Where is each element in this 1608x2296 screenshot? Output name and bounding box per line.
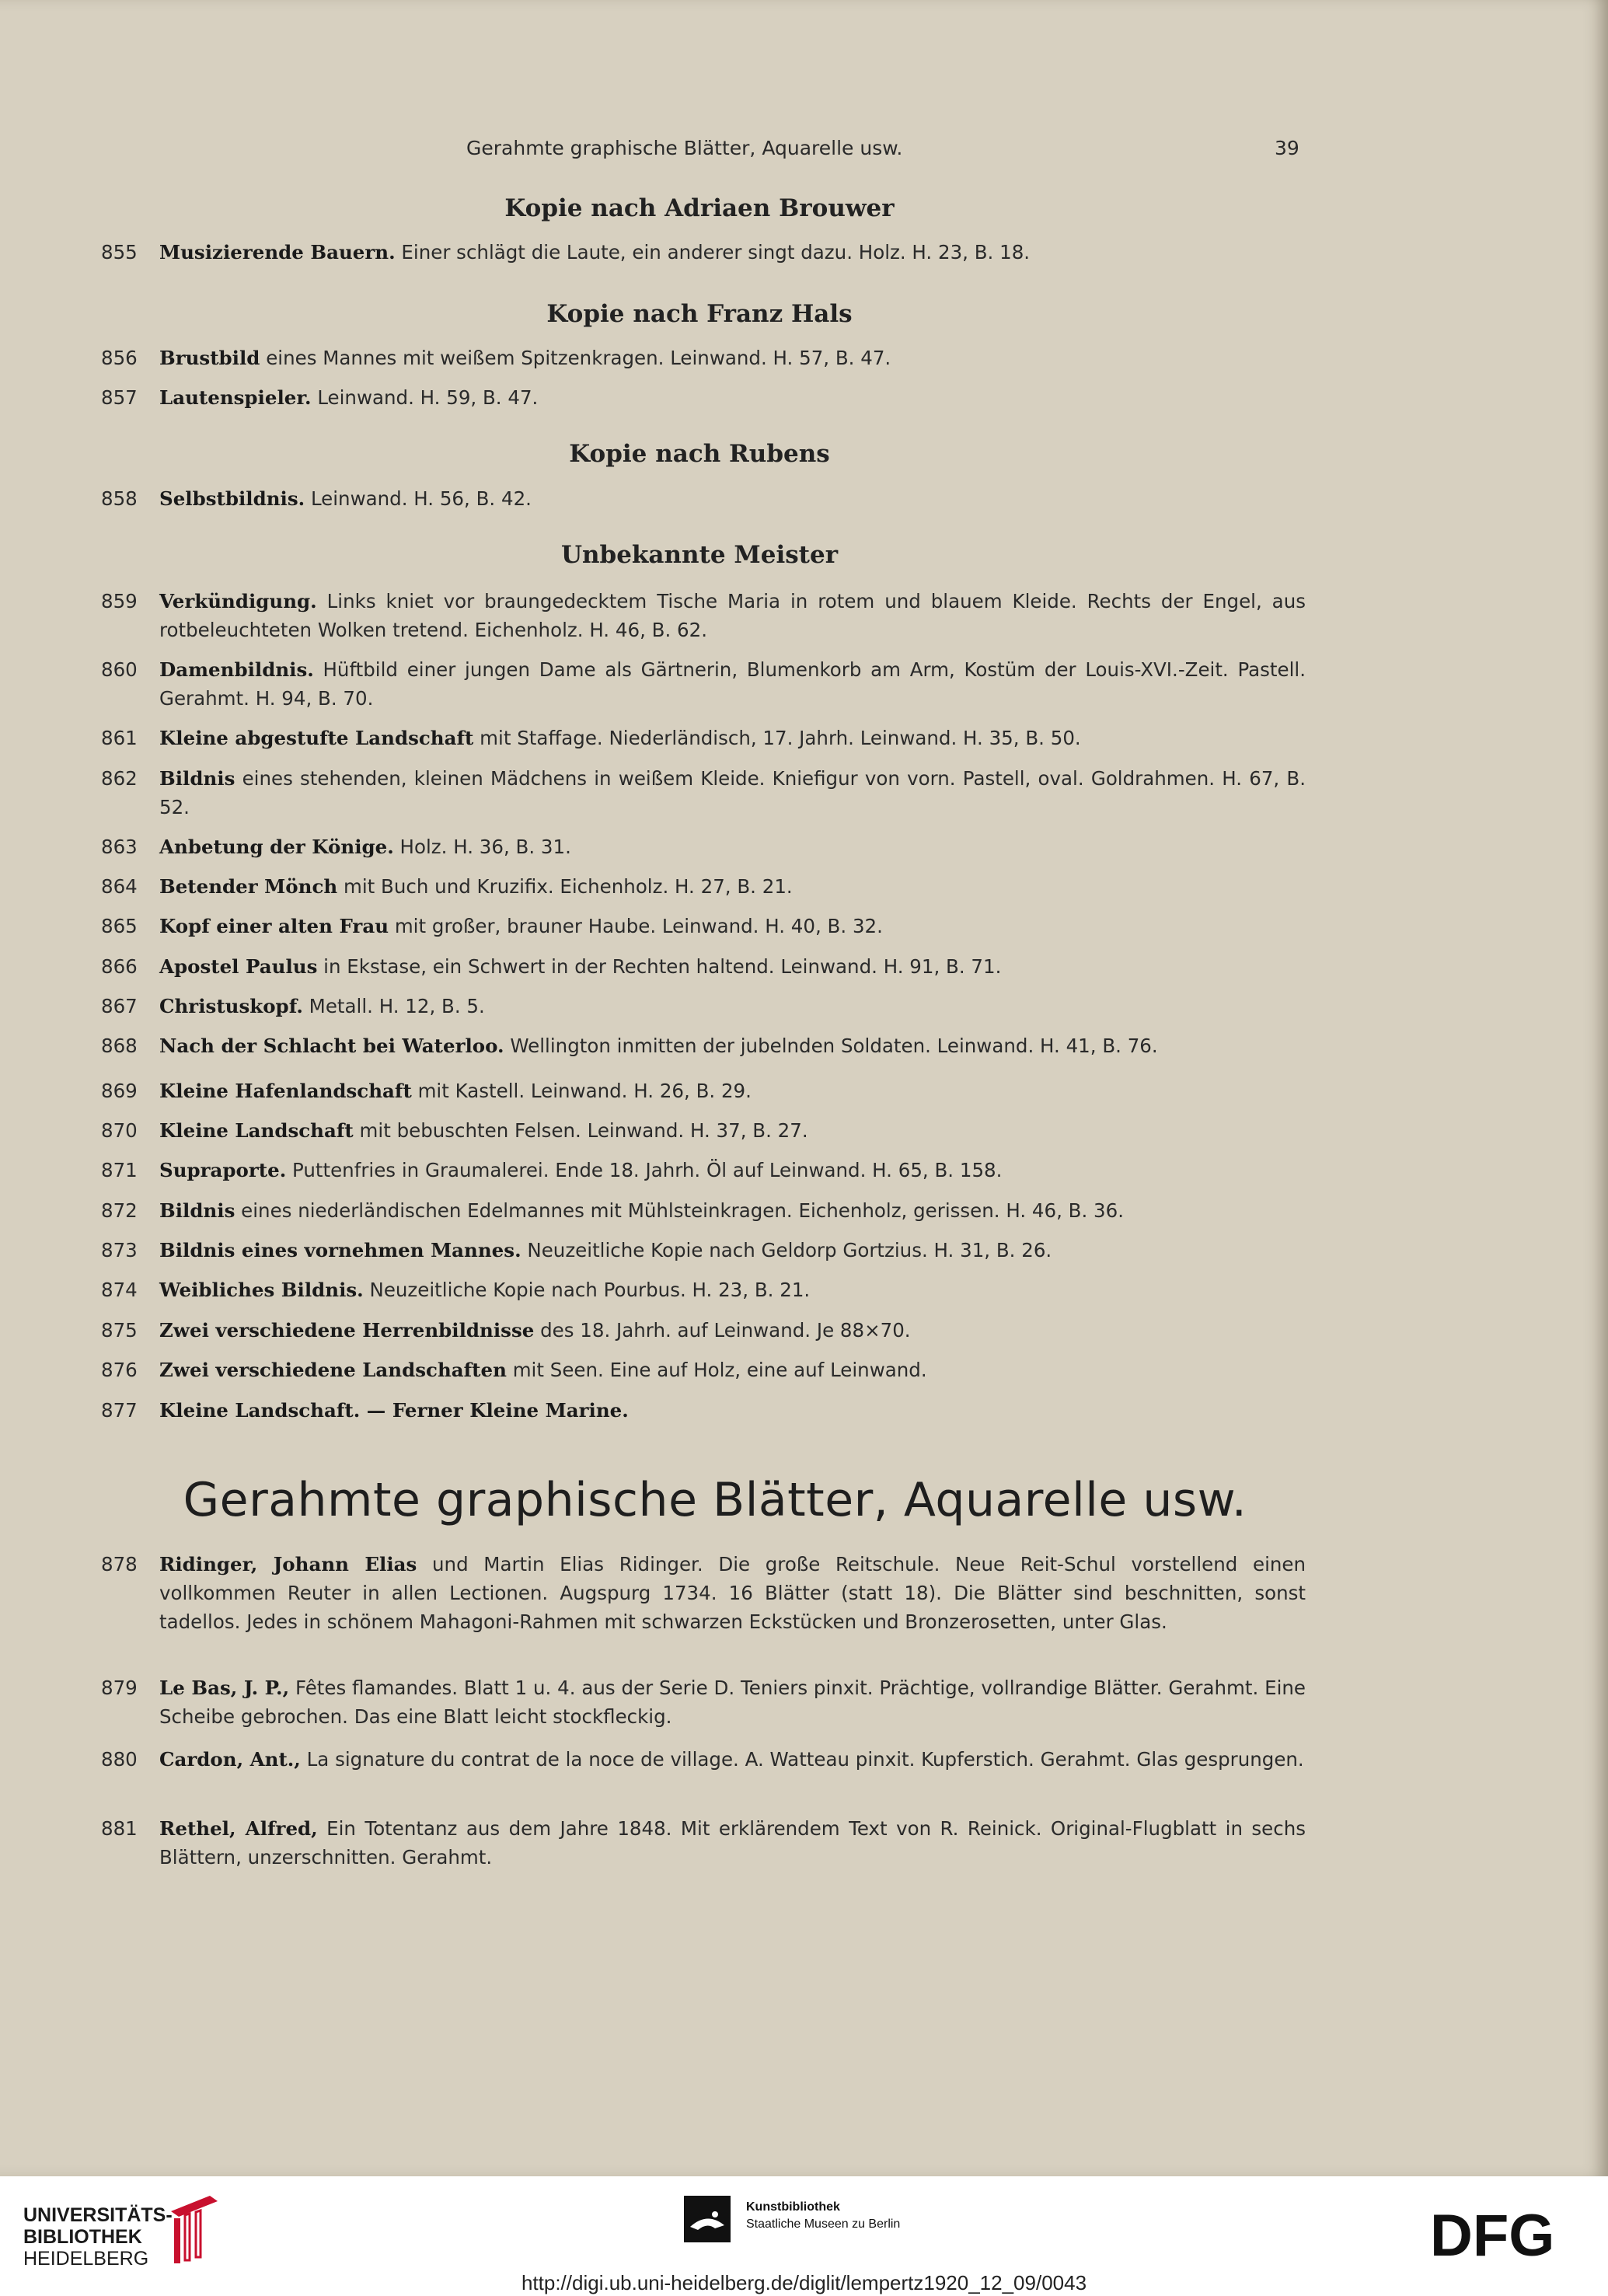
entry-number: 879 — [101, 1677, 138, 1699]
section-heading-unbekannte-meister: Unbekannte Meister — [560, 541, 839, 569]
catalog-entry — [101, 832, 1306, 861]
entry-number: 877 — [101, 1399, 138, 1422]
ub-logo-line: BIBLIOTHEK — [23, 2226, 142, 2248]
entry-title: Bildnis — [159, 767, 235, 790]
entry-title: Zwei verschiedene Landschaften — [159, 1359, 507, 1381]
entry-text: La signature du contrat de la noce de village. A. Watteau pinxit. Kupferstich. Gerahmt. Glas gesprungen. — [300, 1748, 1304, 1771]
catalog-entry — [101, 655, 1306, 713]
catalog-entry — [101, 1396, 1306, 1425]
entry-title: Brustbild — [159, 347, 260, 369]
source-url[interactable]: http://digi.ub.uni-heidelberg.de/diglit/lempertz1920_12_09/0043 — [521, 2271, 1087, 2294]
entry-text: Einer schlägt die Laute, ein anderer singt dazu. Holz. H. 23, B. 18. — [395, 241, 1031, 263]
entry-text: Fêtes flamandes. Blatt 1 u. 4. aus der Serie D. Teniers pinxit. Prächtige, vollrandige Blätter. Gerahmt. Eine Scheibe gebrochen. Das eine Blatt leicht stockfleckig. — [159, 1677, 1306, 1728]
catalog-entry — [101, 1814, 1306, 1872]
entry-text: mit Staffage. Niederländisch, 17. Jahrh. Leinwand. H. 35, B. 50. — [473, 727, 1081, 749]
entry-number: 867 — [101, 995, 138, 1017]
entry-text: Links kniet vor braungedecktem Tische Maria in rotem und blauem Kleide. Rechts der Engel, aus rotbeleuchteten Wolken tretend. Eichenholz. H. 46, B. 62. — [159, 590, 1306, 641]
entry-text: und Martin Elias Ridinger. Die große Reitschule. Neue Reit-Schul vorstellend einen vollkommen Reuter in allen Lectionen. Augspurg 1734. 16 Blätter (statt 18). Die Blätter sind beschnitten, sonst tadellos. Jedes in schönem Mahagoni-Rahmen mit schwarzen Eckstücken und Bronzerosetten, unter Glas. — [159, 1553, 1306, 1633]
entry-title: Kleine Hafenlandschaft — [159, 1080, 412, 1102]
entry-text: Leinwand. H. 59, B. 47. — [311, 386, 539, 409]
entry-text: eines Mannes mit weißem Spitzenkragen. Leinwand. H. 57, B. 47. — [260, 347, 891, 369]
entry-number: 866 — [101, 955, 138, 978]
catalog-entry — [101, 587, 1306, 644]
entry-number: 864 — [101, 875, 138, 898]
entry-number: 872 — [101, 1199, 138, 1222]
entry-text: Holz. H. 36, B. 31. — [393, 836, 571, 858]
ub-heidelberg-logo[interactable] — [23, 2192, 225, 2277]
entry-title: Cardon, Ant., — [159, 1748, 301, 1771]
running-title: Gerahmte graphische Blätter, Aquarelle usw. — [466, 137, 903, 159]
entry-number: 855 — [101, 241, 138, 263]
entry-title: Kleine Landschaft. — Ferner Kleine Marine. — [159, 1399, 629, 1422]
entry-title: Bildnis — [159, 1199, 235, 1222]
entry-title: Betender Mönch — [159, 875, 338, 898]
catalog-entry — [101, 1236, 1306, 1265]
entry-number: 856 — [101, 347, 138, 369]
entry-number: 878 — [101, 1553, 138, 1575]
entry-text: Neuzeitliche Kopie nach Pourbus. H. 23, B. 21. — [363, 1279, 811, 1301]
footer — [0, 2176, 1608, 2296]
entry-title: Verkündigung. — [159, 590, 317, 612]
entry-text: Neuzeitliche Kopie nach Geldorp Gortzius. H. 31, B. 26. — [521, 1239, 1052, 1261]
entry-title: Supraporte. — [159, 1159, 287, 1181]
entry-title: Kleine Landschaft — [159, 1119, 354, 1142]
entry-number: 860 — [101, 658, 138, 681]
catalog-entry — [101, 1196, 1306, 1225]
catalog-entry — [101, 1316, 1306, 1345]
entry-text: des 18. Jahrh. auf Leinwand. Je 88×70. — [534, 1319, 911, 1342]
catalog-entry — [101, 992, 1306, 1021]
ub-logo-line: UNIVERSITÄTS- — [23, 2204, 173, 2226]
entry-number: 862 — [101, 767, 138, 790]
eagle-icon — [684, 2196, 731, 2242]
catalog-entry — [101, 1076, 1306, 1105]
entry-number: 873 — [101, 1239, 138, 1261]
entry-text: Puttenfries in Graumalerei. Ende 18. Jahrh. Öl auf Leinwand. H. 65, B. 158. — [286, 1159, 1003, 1181]
entry-number: 861 — [101, 727, 138, 749]
entry-number: 863 — [101, 836, 138, 858]
page-number: 39 — [1275, 137, 1299, 159]
entry-text: mit großer, brauner Haube. Leinwand. H. 40, B. 32. — [389, 915, 883, 937]
entry-title: Selbstbildnis. — [159, 487, 305, 510]
catalog-entry — [101, 1673, 1306, 1731]
entry-title: Ridinger, Johann Elias — [159, 1553, 417, 1575]
entry-text: Ein Totentanz aus dem Jahre 1848. Mit erklärendem Text von R. Reinick. Original-Flugblatt in sechs Blättern, unzerschnitten. Gerahmt. — [159, 1817, 1306, 1869]
entry-title: Damenbildnis. — [159, 658, 314, 681]
entry-title: Zwei verschiedene Herrenbildnisse — [159, 1319, 535, 1342]
catalog-entry — [101, 1550, 1306, 1636]
entry-number: 859 — [101, 590, 138, 612]
catalog-entry — [101, 872, 1306, 901]
section-heading-brouwer: Kopie nach Adriaen Brouwer — [504, 194, 895, 222]
dfg-logo-text: DFG — [1430, 2207, 1555, 2262]
entry-number: 857 — [101, 386, 138, 409]
catalog-entry — [101, 1275, 1306, 1304]
ub-logo-line: HEIDELBERG — [23, 2248, 149, 2270]
ub-pillar-icon — [163, 2192, 225, 2270]
catalog-entry — [101, 724, 1306, 752]
entry-text: Metall. H. 12, B. 5. — [302, 995, 485, 1017]
entry-title: Kopf einer alten Frau — [159, 915, 389, 937]
section-heading-hals: Kopie nach Franz Hals — [546, 300, 853, 328]
kb-logo-line: Staatliche Museen zu Berlin — [746, 2217, 901, 2231]
entry-number: 869 — [101, 1080, 138, 1102]
catalog-entry — [101, 912, 1306, 940]
entry-text: eines stehenden, kleinen Mädchens in weißem Kleide. Kniefigur von vorn. Pastell, oval. Goldrahmen. H. 67, B. 52. — [159, 767, 1306, 818]
entry-text: Hüftbild einer jungen Dame als Gärtnerin, Blumenkorb am Arm, Kostüm der Louis-XVI.-Zeit. Pastell. Gerahmt. H. 94, B. 70. — [159, 658, 1306, 710]
entry-title: Le Bas, J. P., — [159, 1677, 290, 1699]
entry-title: Weibliches Bildnis. — [159, 1279, 364, 1301]
catalog-entry — [101, 344, 1306, 372]
entry-text: mit Kastell. Leinwand. H. 26, B. 29. — [411, 1080, 752, 1102]
catalog-entry — [101, 952, 1306, 981]
kb-logo-line: Kunstbibliothek — [746, 2200, 840, 2214]
catalog-entry — [101, 1116, 1306, 1145]
entry-text: mit Buch und Kruzifix. Eichenholz. H. 27, B. 21. — [337, 875, 793, 898]
entry-number: 868 — [101, 1035, 138, 1057]
entry-number: 858 — [101, 487, 138, 510]
entry-title: Nach der Schlacht bei Waterloo. — [159, 1035, 504, 1057]
entry-text: Leinwand. H. 56, B. 42. — [305, 487, 532, 510]
entry-text: in Ekstase, ein Schwert in der Rechten haltend. Leinwand. H. 91, B. 71. — [317, 955, 1002, 978]
section-heading-rubens: Kopie nach Rubens — [569, 440, 830, 468]
catalog-entry — [101, 1356, 1306, 1384]
entry-text: Wellington inmitten der jubelnden Soldaten. Leinwand. H. 41, B. 76. — [504, 1035, 1158, 1057]
catalog-entry — [101, 484, 1306, 513]
entry-text: eines niederländischen Edelmannes mit Mühlsteinkragen. Eichenholz, gerissen. H. 46, B. 36. — [235, 1199, 1125, 1222]
kunstbibliothek-logo[interactable] — [684, 2196, 940, 2258]
entry-title: Bildnis eines vornehmen Mannes. — [159, 1239, 521, 1261]
entry-number: 870 — [101, 1119, 138, 1142]
entry-title: Musizierende Bauern. — [159, 241, 396, 263]
entry-title: Anbetung der Könige. — [159, 836, 394, 858]
entry-title: Christuskopf. — [159, 995, 303, 1017]
catalog-entry — [101, 238, 1306, 267]
catalog-entry — [101, 1156, 1306, 1185]
catalog-entry — [101, 383, 1306, 412]
entry-number: 876 — [101, 1359, 138, 1381]
entry-number: 880 — [101, 1748, 138, 1771]
entry-number: 881 — [101, 1817, 138, 1840]
entry-text: mit bebuschten Felsen. Leinwand. H. 37, B. 27. — [353, 1119, 808, 1142]
dfg-logo[interactable] — [1430, 2207, 1585, 2262]
entry-title: Lautenspieler. — [159, 386, 312, 409]
entry-title: Apostel Paulus — [159, 955, 318, 978]
entry-number: 875 — [101, 1319, 138, 1342]
entry-text: mit Seen. Eine auf Holz, eine auf Leinwand. — [506, 1359, 927, 1381]
catalog-entry — [101, 1031, 1306, 1060]
entry-number: 874 — [101, 1279, 138, 1301]
entry-number: 871 — [101, 1159, 138, 1181]
entry-number: 865 — [101, 915, 138, 937]
entry-title: Kleine abgestufte Landschaft — [159, 727, 474, 749]
catalog-entry — [101, 764, 1306, 822]
main-heading: Gerahmte graphische Blätter, Aquarelle usw. — [183, 1473, 1247, 1527]
entry-title: Rethel, Alfred, — [159, 1817, 318, 1840]
catalog-entry — [101, 1745, 1306, 1774]
